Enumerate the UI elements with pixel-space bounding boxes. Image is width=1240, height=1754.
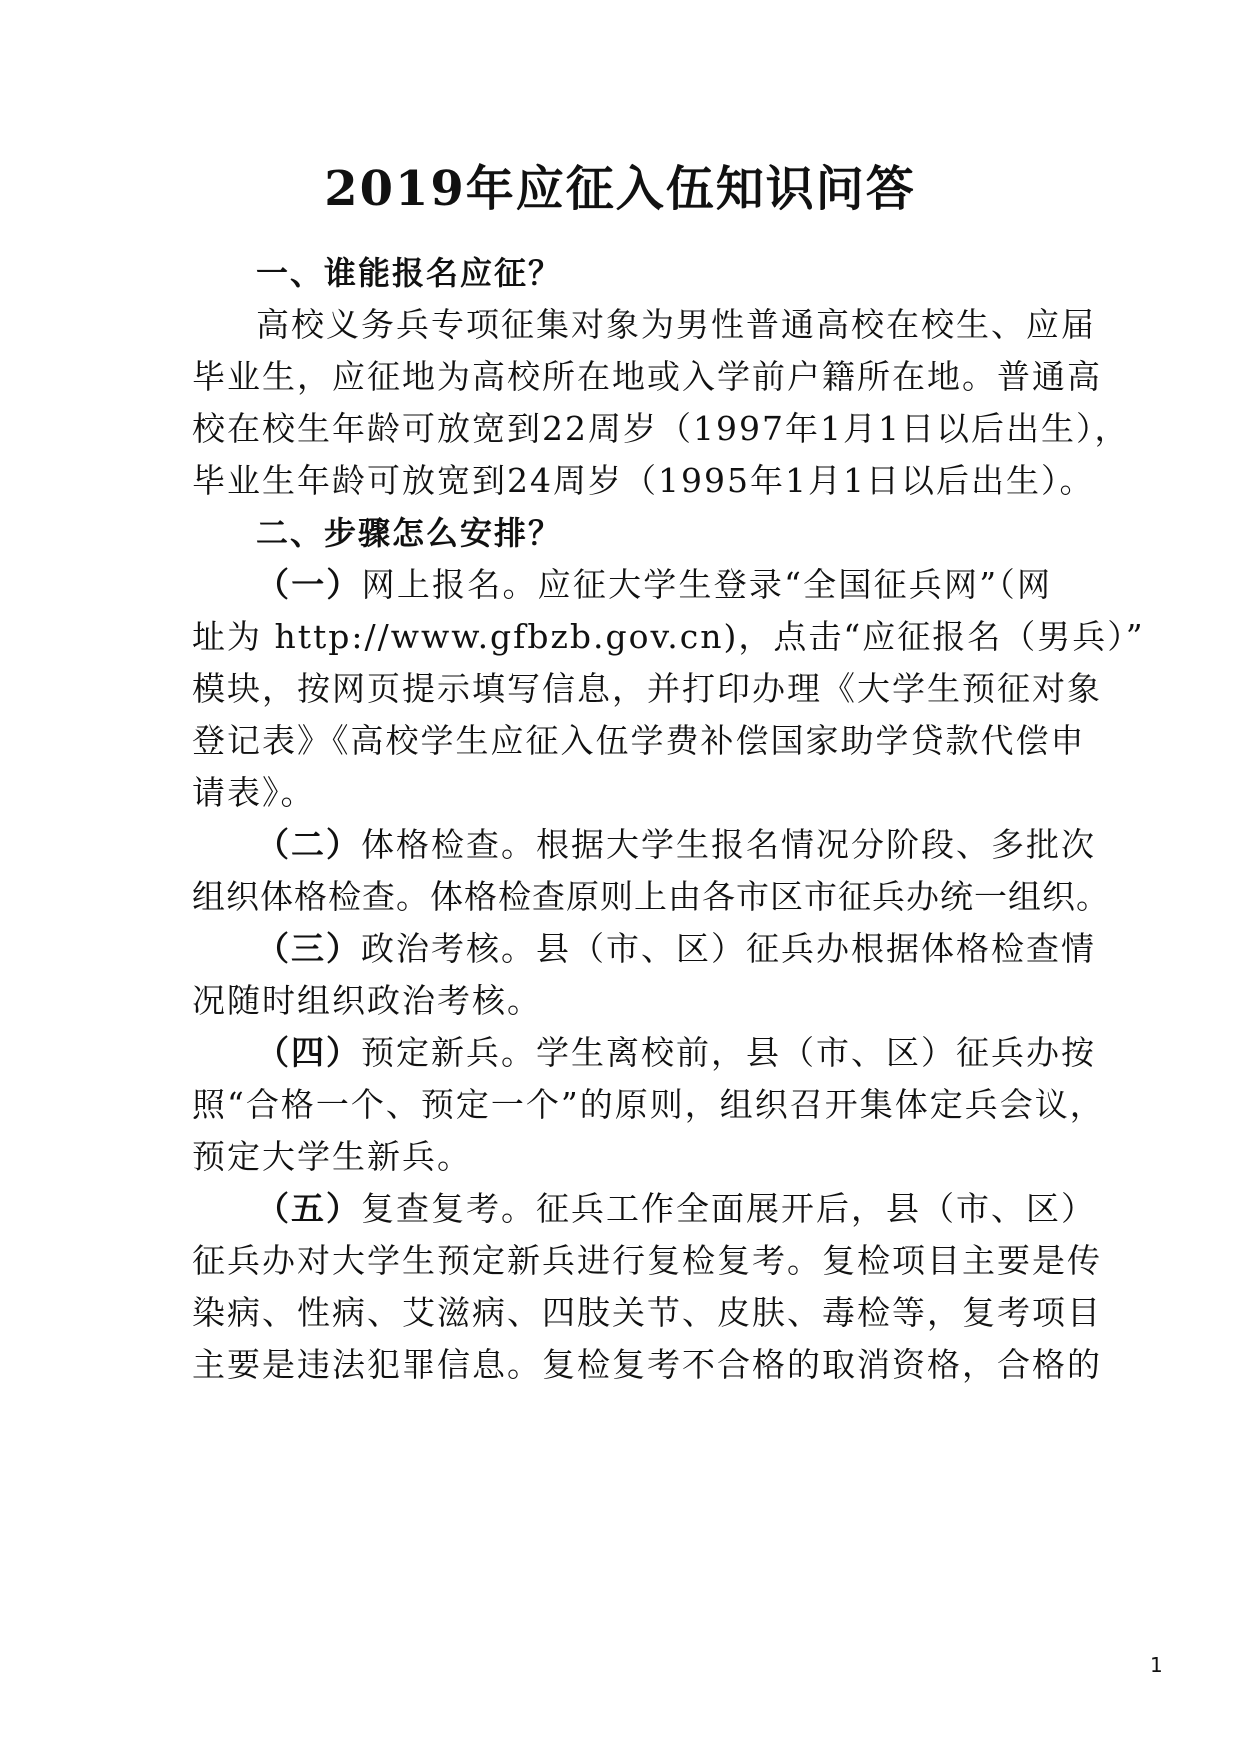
step-line: [256, 825, 1096, 865]
step-line: 请表》。: [192, 773, 316, 812]
step-line: 登记表》《高校学生应征入伍学费补偿国家助学贷款代偿申: [192, 721, 1086, 760]
step-line: 组织体格检查。体格检查原则上由各市区市征兵办统一组织。: [192, 877, 1110, 916]
step-text: 预定新兵。学生离校前，县（市、区）征兵办按: [361, 1033, 1096, 1072]
step-line: 染病、性病、艾滋病、四肢关节、皮肤、毒检等，复考项目: [192, 1293, 1102, 1332]
step-label: （一）: [256, 565, 362, 604]
step-line: 址为 http://www.gfbzb.gov.cn)，点击“应征报名（男兵）”: [192, 617, 1145, 656]
step-line: [256, 565, 1052, 605]
section-heading-steps: 二、步骤怎么安排？: [256, 514, 563, 552]
step-line: [256, 1189, 1096, 1229]
step-label: （五）: [256, 1189, 361, 1228]
paragraph-line: 毕业生年龄可放宽到24周岁（1995年1月1日以后出生）。: [192, 461, 1095, 500]
section-heading-who-can-apply: 一、谁能报名应征？: [256, 254, 563, 292]
step-line: 主要是违法犯罪信息。复检复考不合格的取消资格，合格的: [192, 1345, 1102, 1384]
page-title: 2019年应征入伍知识问答: [324, 161, 916, 217]
page-number: 1: [1150, 1653, 1163, 1677]
step-text: 复查复考。征兵工作全面展开后，县（市、区）: [361, 1189, 1096, 1228]
paragraph-line: 校在校生年龄可放宽到22周岁（1997年1月1日以后出生），: [192, 409, 1130, 448]
step-line: [256, 1033, 1096, 1073]
step-text: 政治考核。县（市、区）征兵办根据体格检查情: [361, 929, 1096, 968]
step-line: 预定大学生新兵。: [192, 1137, 472, 1176]
paragraph-line: 高校义务兵专项征集对象为男性普通高校在校生、应届: [256, 305, 1096, 344]
step-text: 网上报名。应征大学生登录“全国征兵网”（网: [361, 565, 1052, 604]
paragraph-line: 毕业生，应征地为高校所在地或入学前户籍所在地。普通高: [192, 357, 1102, 396]
step-line: 征兵办对大学生预定新兵进行复检复考。复检项目主要是传: [192, 1241, 1102, 1280]
step-label: （二）: [256, 825, 361, 864]
step-label: （三）: [256, 929, 361, 968]
step-line: 模块，按网页提示填写信息，并打印办理《大学生预征对象: [192, 669, 1102, 708]
step-line: [256, 929, 1096, 969]
step-text: 体格检查。根据大学生报名情况分阶段、多批次: [361, 825, 1096, 864]
step-label: （四）: [256, 1033, 361, 1072]
step-line: 照“合格一个、预定一个”的原则，组织召开集体定兵会议，: [192, 1085, 1105, 1124]
step-line: 况随时组织政治考核。: [192, 981, 542, 1020]
